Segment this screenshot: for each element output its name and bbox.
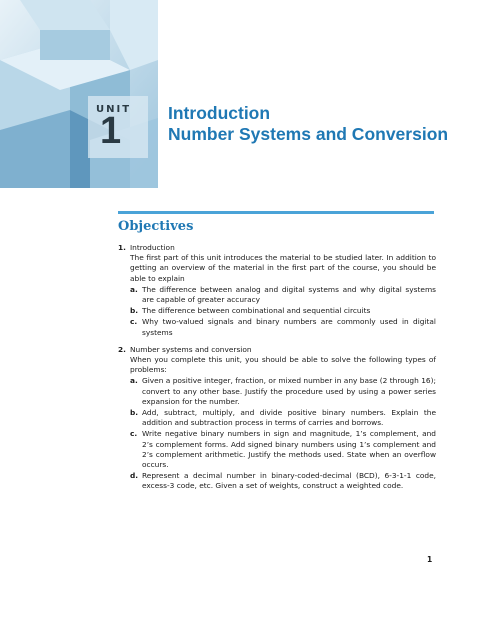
objective-number: 2.: [118, 344, 126, 354]
page-number: 1: [427, 555, 433, 564]
objective-body: When you complete this unit, you should be able to solve the following types of problems:: [130, 355, 436, 375]
sub-objective-letter: a.: [130, 284, 138, 294]
sub-objective: [130, 376, 436, 407]
unit-banner: [0, 0, 495, 188]
chapter-title: [168, 103, 448, 145]
objective-body: The first part of this unit introduces the material to be studied later. In addition to getting an overview of the material in the first part of the course, you should be able to explain: [130, 253, 436, 283]
objective-item: [118, 243, 436, 338]
sub-objective: [130, 408, 436, 428]
unit-number: 1: [100, 110, 122, 152]
sub-objective-letter: b.: [130, 306, 139, 316]
objectives-list: [118, 243, 436, 499]
sub-objective-text: Represent a decimal number in binary-coded-decimal (BCD), 6-3-1-1 code, excess-3 code, etc. Given a set of weights, construct a weighted code.: [142, 471, 436, 491]
sub-objective-letter: d.: [130, 471, 139, 481]
sub-objective: [130, 285, 436, 305]
sub-objective-letter: c.: [130, 429, 138, 439]
objective-item: [118, 345, 436, 492]
objective-title: Introduction: [130, 243, 175, 252]
objectives-rule: [118, 211, 434, 214]
sub-objective-text: Add, subtract, multiply, and divide positive binary numbers. Explain the addition and subtraction process in terms of carries and borrows.: [142, 408, 436, 428]
sub-objective: [130, 317, 436, 337]
sub-objective-letter: a.: [130, 376, 138, 386]
objectives-heading: Objectives: [118, 219, 194, 234]
chapter-title-line2: Number Systems and Conversion: [168, 124, 449, 144]
sub-objective: [130, 429, 436, 470]
unit-label: UNIT: [96, 104, 132, 115]
chapter-title-line1: Introduction: [168, 103, 271, 123]
sub-objective-letter: c.: [130, 317, 138, 327]
sub-objective-text: The difference between combinational and sequential circuits: [142, 306, 371, 316]
sub-objective: [130, 306, 436, 316]
sub-objective-text: Given a positive integer, fraction, or mixed number in any base (2 through 16); convert to any other base. Justify the procedure used by using a power series expansion for the number.: [142, 376, 436, 406]
objective-number: 1.: [118, 243, 126, 252]
sub-objective-text: Why two-valued signals and binary numbers are commonly used in digital systems: [142, 317, 436, 337]
cube-graphic: [0, 0, 158, 188]
sub-objective-text: The difference between analog and digital systems and why digital systems are capable of greater accuracy: [142, 284, 436, 305]
sub-objective-text: Write negative binary numbers in sign and magnitude, 1’s complement, and 2’s complement forms. Add signed binary numbers using 1’s complement and 2’s complement arithmetic. Justify the methods used. State when an overflow occurs.: [142, 429, 436, 470]
objective-title: Number systems and conversion: [130, 344, 252, 354]
sub-objective-letter: b.: [130, 408, 139, 418]
sub-objective: [130, 471, 436, 491]
